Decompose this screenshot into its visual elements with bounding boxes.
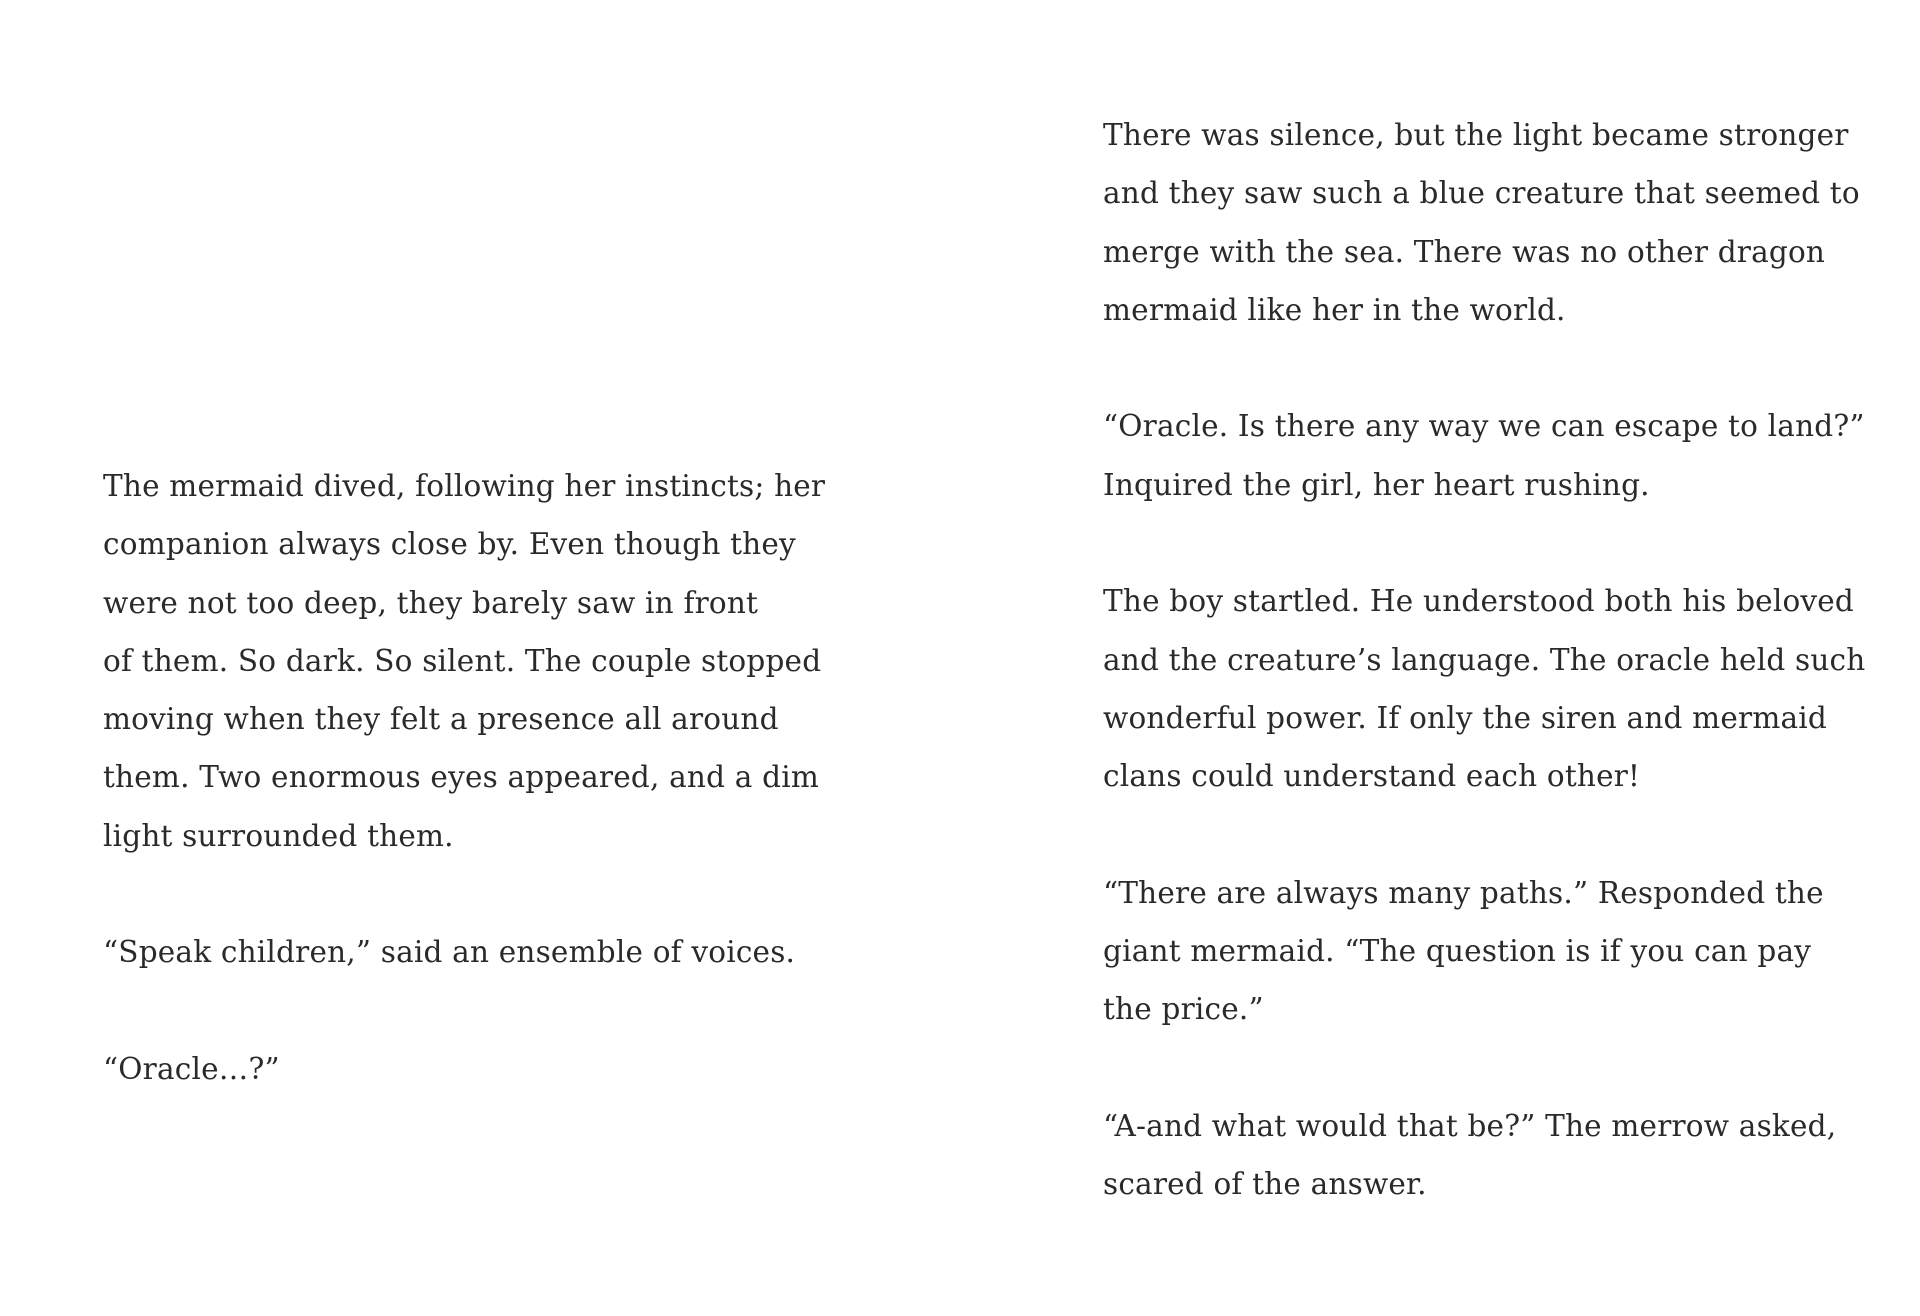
text-line: “Speak children,” said an ensemble of voices. [103, 935, 796, 970]
text-line: and they saw such a blue creature that seemed to [1103, 176, 1860, 211]
text-line: of them. So dark. So silent. The couple stopped [103, 643, 822, 678]
text-line: scared of the answer. [1103, 1167, 1427, 1202]
text-line: wonderful power. If only the siren and mermaid [1103, 700, 1827, 735]
text-line: “There are always many paths.” Responded the [1103, 875, 1824, 910]
text-line: light surrounded them. [103, 818, 454, 853]
text-line: The mermaid dived, following her instincts; her [103, 469, 826, 503]
text-line: There was silence, but the light became stronger [1103, 118, 1849, 152]
right-page-text [1103, 106, 1866, 1214]
text-line: companion always close by. Even though they [103, 527, 796, 562]
text-line: were not too deep, they barely saw in front [103, 585, 759, 620]
text-line: the price.” [1103, 992, 1264, 1027]
text-line: them. Two enormous eyes appeared, and a dim [103, 760, 820, 795]
text-line: mermaid like her in the world. [1103, 292, 1566, 327]
text-line: Inquired the girl, her heart rushing. [1103, 467, 1650, 502]
text-line: moving when they felt a presence all around [103, 702, 779, 737]
paragraph [103, 923, 823, 981]
right-page [960, 0, 1920, 1316]
text-line: “Oracle…?” [103, 1051, 280, 1086]
paragraph [1103, 1097, 1848, 1214]
paragraph [1103, 106, 1860, 339]
text-line: and the creature’s language. The oracle held such [1103, 642, 1866, 677]
paragraph [1103, 572, 1866, 805]
paragraph [1103, 397, 1865, 514]
text-line: “Oracle. Is there any way we can escape to land?” [1103, 409, 1865, 444]
paragraph [1103, 864, 1848, 1039]
text-line: clans could understand each other! [1103, 759, 1641, 794]
text-line: merge with the sea. There was no other dragon [1103, 234, 1826, 269]
paragraph [103, 1040, 823, 1098]
paragraph [103, 457, 826, 865]
text-line: giant mermaid. “The question is if you can pay [1103, 934, 1812, 969]
text-line: The boy startled. He understood both his beloved [1103, 584, 1855, 619]
left-page-text [103, 457, 826, 1098]
text-line: “A-and what would that be?” The merrow asked, [1103, 1109, 1837, 1144]
